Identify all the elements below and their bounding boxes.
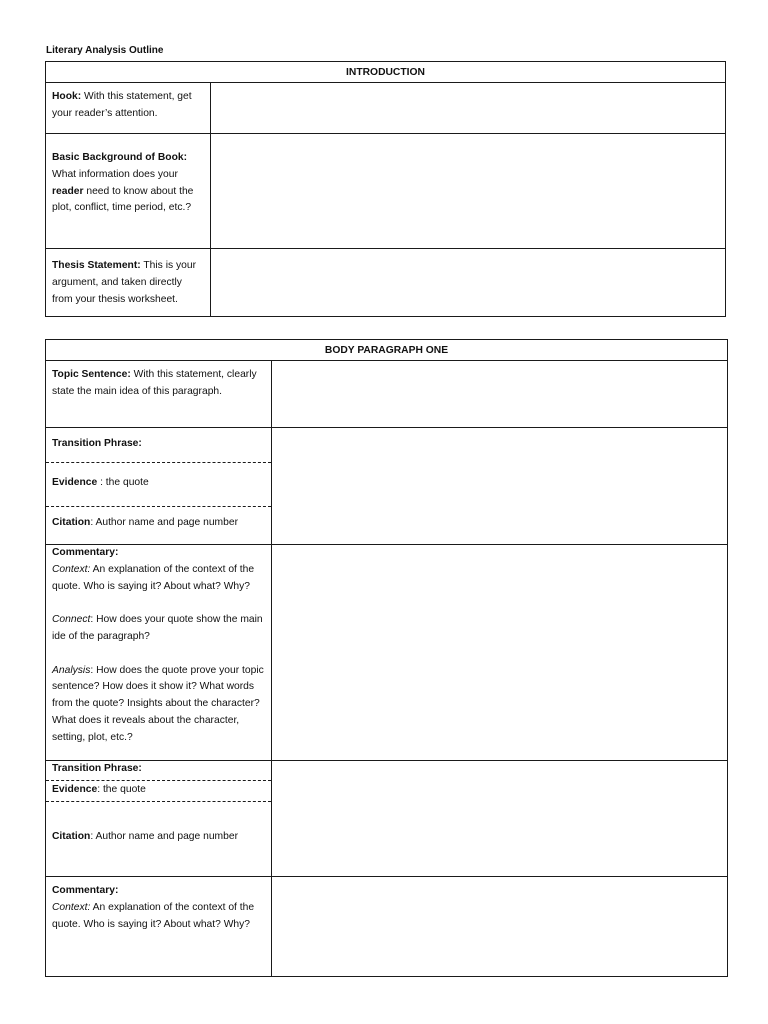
- background-row: [46, 134, 726, 249]
- citation-one-label-cell: [46, 507, 272, 545]
- analysis-one-text: : How does the quote prove your topic sentence? How does it show it? What words from the quote? Insights about the character? What does it reveals about the character, setting, plot, etc.?: [52, 664, 264, 743]
- citation-two-label-cell: [46, 802, 272, 877]
- hook-text: With this statement, get your reader’s attention.: [52, 91, 192, 119]
- transition-one-row: [46, 428, 728, 463]
- commentary-two-row: [46, 877, 728, 977]
- thesis-label: Thesis Statement:: [52, 260, 141, 271]
- connect-one-label: Connect: [52, 614, 91, 626]
- hook-label-cell: [46, 83, 211, 134]
- transition-one-label: Transition Phrase:: [52, 438, 142, 449]
- citation-one-label: Citation: [52, 517, 91, 528]
- hook-row: [46, 83, 726, 134]
- context-two-text: An explanation of the context of the quote. Who is saying it? About what? Why?: [52, 901, 255, 930]
- commentary-one-label: Commentary:: [52, 547, 119, 558]
- thesis-row: [46, 249, 726, 317]
- thesis-answer-cell[interactable]: [211, 249, 726, 317]
- evidence-one-text: : the quote: [97, 477, 149, 488]
- evidence-two-answer-cell[interactable]: [272, 761, 728, 877]
- citation-two-text: : Author name and page number: [90, 831, 239, 842]
- evidence-one-label: Evidence: [52, 477, 98, 488]
- citation-one-text: : Author name and page number: [90, 517, 239, 528]
- commentary-one-label-cell: [46, 545, 272, 761]
- commentary-one-row: [46, 545, 728, 761]
- transition-two-label: Transition Phrase:: [52, 763, 142, 774]
- background-text-a: What information does your: [52, 168, 178, 180]
- hook-label: Hook:: [52, 91, 82, 102]
- transition-two-label-cell: [46, 761, 272, 781]
- commentary-one-answer-cell[interactable]: [272, 545, 728, 761]
- topic-label-cell: [46, 361, 272, 428]
- body-one-header-row: [46, 340, 728, 361]
- commentary-two-label-cell: [46, 877, 272, 977]
- evidence-two-label: Evidence: [52, 784, 98, 795]
- transition-one-label-cell: [46, 428, 272, 463]
- introduction-header: INTRODUCTION: [46, 62, 726, 83]
- evidence-two-text: : the quote: [97, 784, 146, 795]
- body-paragraph-one-table: [45, 339, 728, 977]
- background-label-cell: [46, 134, 211, 249]
- document-title: Literary Analysis Outline: [46, 45, 164, 56]
- context-two-label: Context:: [52, 901, 91, 913]
- background-answer-cell[interactable]: [211, 134, 726, 249]
- transition-two-row: [46, 761, 728, 781]
- commentary-two-label: Commentary:: [52, 885, 119, 896]
- context-one-text: An explanation of the context of the quote. Who is saying it? About what? Why?: [52, 563, 255, 592]
- thesis-label-cell: [46, 249, 211, 317]
- citation-two-label: Citation: [52, 831, 91, 842]
- background-emphasis: reader: [52, 185, 84, 197]
- thesis-text: This is your argument, and taken directly from your thesis worksheet.: [52, 260, 197, 305]
- topic-label: Topic Sentence:: [52, 369, 131, 380]
- background-text-b: need to know about the plot, conflict, time period, etc.?: [52, 185, 194, 214]
- commentary-two-answer-cell[interactable]: [272, 877, 728, 977]
- evidence-two-label-cell: [46, 781, 272, 802]
- topic-text: With this statement, clearly state the main idea of this paragraph.: [52, 369, 257, 397]
- topic-row: [46, 361, 728, 428]
- analysis-one-label: Analysis: [52, 664, 91, 676]
- evidence-one-label-cell: [46, 463, 272, 507]
- introduction-header-row: [46, 62, 726, 83]
- evidence-one-answer-cell[interactable]: [272, 428, 728, 545]
- topic-answer-cell[interactable]: [272, 361, 728, 428]
- introduction-table: [45, 61, 726, 317]
- hook-answer-cell[interactable]: [211, 83, 726, 134]
- context-one-label: Context:: [52, 563, 91, 575]
- connect-one-text: : How does your quote show the main ide of the paragraph?: [52, 614, 263, 642]
- background-label: Basic Background of Book:: [52, 152, 188, 163]
- body-one-header: BODY PARAGRAPH ONE: [46, 340, 728, 361]
